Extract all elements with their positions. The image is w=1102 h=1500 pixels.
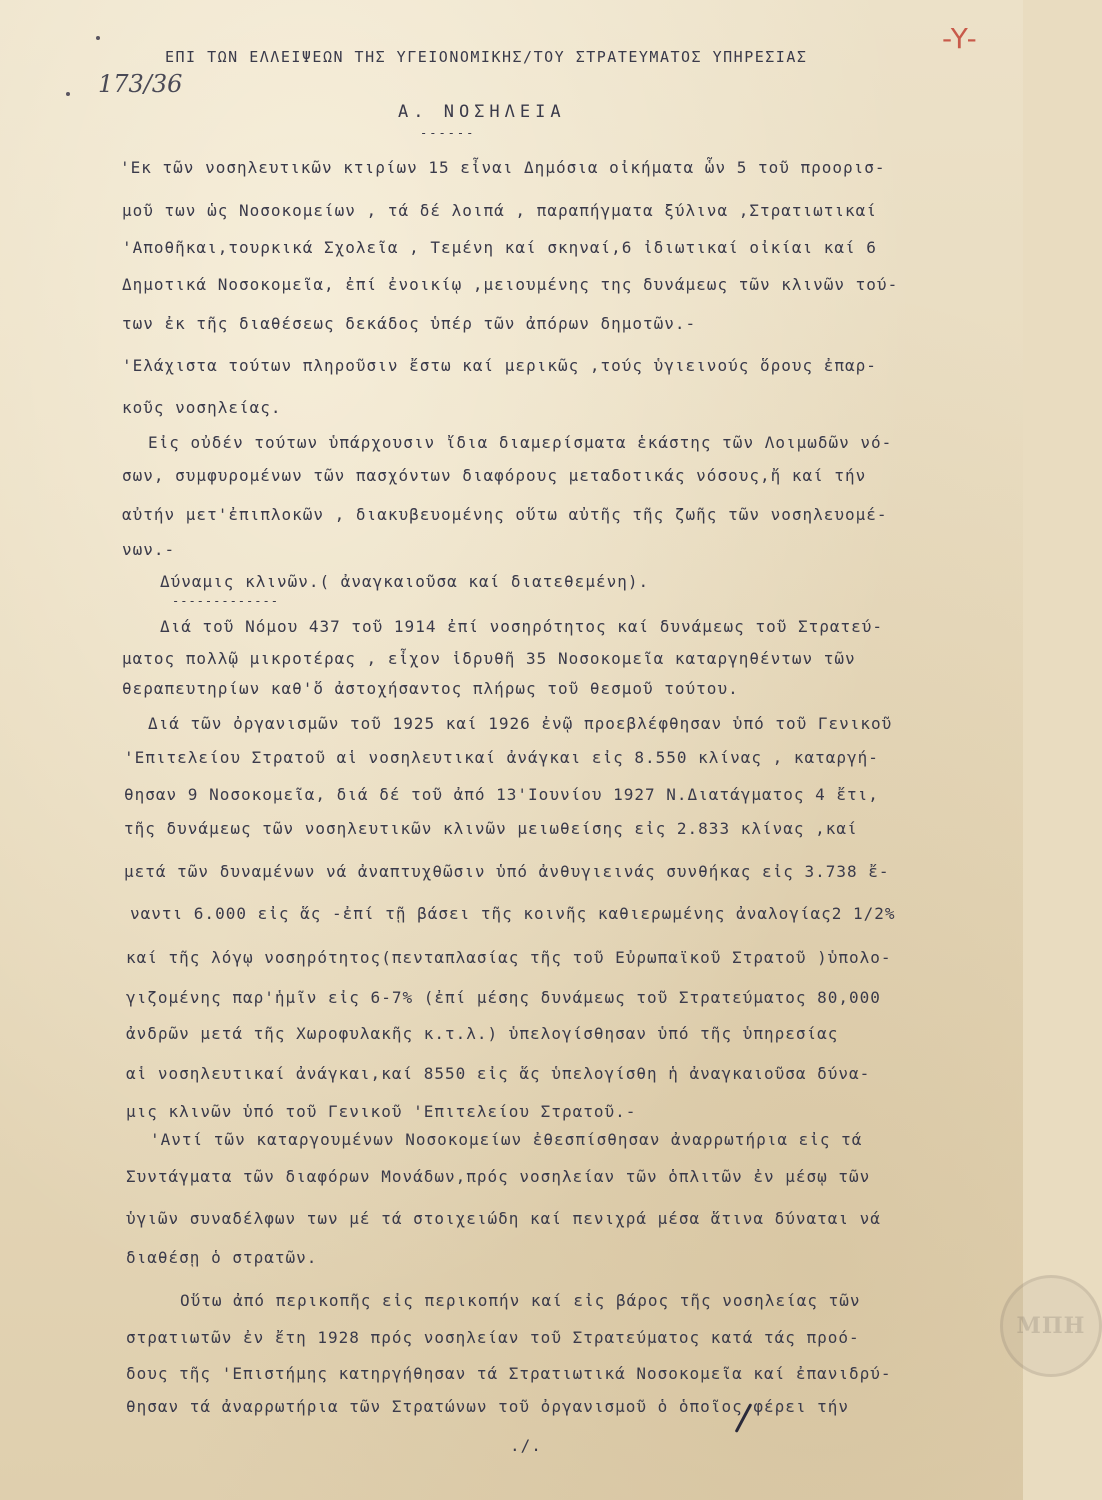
text-line: μετά τῶν δυναμένων νά ἀναπτυχθῶσιν ὑπό ἀνθυγιεινάς συνθήκας εἰς 3.738 ἔ- [124,862,890,881]
subheading-underline: ------------- [172,594,279,608]
text-line: δους τῆς 'Επιστήμης κατηργήθησαν τά Στρατιωτικά Νοσοκομεῖα καί ἐπανιδρύ- [126,1364,892,1383]
text-line: τῆς δυνάμεως τῶν νοσηλευτικῶν κλινῶν μειωθείσης εἰς 2.833 κλίνας ,καί [124,819,858,838]
handwritten-page-number: 173/36 [98,70,183,98]
text-line: ματος πολλῷ μικροτέρας , εἶχον ἱδρυθῆ 35 Νοσοκομεῖα καταργηθέντων τῶν [122,649,856,668]
archive-stamp: ΜΠΗ [1000,1275,1102,1377]
text-line: 'Εκ τῶν νοσηλευτικῶν κτιρίων 15 εἶναι Δημόσια οἰκήματα ὧν 5 τοῦ προορισ- [120,158,886,177]
text-line: ὑγιῶν συναδέλφων των μέ τά στοιχειώδη καί πενιχρά μέσα ἅτινα δύναται νά [126,1209,881,1228]
document-heading: ΕΠΙ ΤΩΝ ΕΛΛΕΙΨΕΩΝ ΤΗΣ ΥΓΕΙΟΝΟΜΙΚΗΣ/ΤΟΥ ΣΤΡΑΤΕΥΜΑΤΟΣ ΥΠΗΡΕΣΙΑΣ [165,48,808,66]
text-line: μις κλινῶν ὑπό τοῦ Γενικοῦ 'Επιτελείου Στρατοῦ.- [126,1102,637,1121]
text-line: αἱ νοσηλευτικαί ἀνάγκαι,καί 8550 εἰς ἅς ὑπελογίσθη ἡ ἀναγκαιοῦσα δύνα- [126,1064,871,1083]
text-line: Εἰς οὐδέν τούτων ὑπάρχουσιν ἴδια διαμερίσματα ἑκάστης τῶν Λοιμωδῶν νό- [148,433,893,452]
text-line: μοῦ των ὡς Νοσοκομείων , τά δέ λοιπά , παραπήγματα ξύλινα ,Στρατιωτικαί [122,201,877,220]
text-line: Οὕτω ἀπό περικοπῆς εἰς περικοπήν καί εἰς βάρος τῆς νοσηλείας τῶν [180,1291,861,1310]
ink-speck [96,36,100,40]
text-line: καί τῆς λόγῳ νοσηρότητος(πενταπλασίας τῆς τοῦ Εὐρωπαϊκοῦ Στρατοῦ )ὑπολο- [126,948,892,967]
text-line: στρατιωτῶν ἐν ἔτη 1928 πρός νοσηλείαν τοῦ Στρατεύματος κατά τάς προό- [126,1328,860,1347]
text-line: κοῦς νοσηλείας. [122,398,282,417]
text-line: ἀνδρῶν μετά τῆς Χωροφυλακῆς κ.τ.λ.) ὑπελογίσθησαν ὑπό τῆς ὑπηρεσίας [126,1024,839,1043]
text-line: 'Αποθῆκαι,τουρκικά Σχολεῖα , Τεμένη καί σκηναί,6 ἰδιωτικαί οἰκίαι καί 6 [122,238,877,257]
text-line: 'Επιτελείου Στρατοῦ αἱ νοσηλευτικαί ἀνάγκαι εἰς 8.550 κλίνας , καταργή- [124,748,879,767]
text-line: θεραπευτηρίων καθ'ὅ ἀστοχήσαντος πλήρως τοῦ θεσμοῦ τούτου. [122,679,739,698]
text-line: σων, συμφυρομένων τῶν πασχόντων διαφόρους μεταδοτικάς νόσους,ἤ καί τήν [122,466,867,485]
text-line: των ἐκ τῆς διαθέσεως δεκάδος ὑπέρ τῶν ἀπόρων δημοτῶν.- [122,314,697,333]
text-line: 'Αντί τῶν καταργουμένων Νοσοκομείων ἐθεσπίσθησαν ἀναρρωτήρια εἰς τά [150,1130,863,1149]
text-line: θησαν τά ἀναρρωτήρια τῶν Στρατώνων τοῦ ὀργανισμοῦ ὁ ὁποῖος φέρει τήν [126,1397,850,1416]
text-line: Διά τῶν ὀργανισμῶν τοῦ 1925 καί 1926 ἐνῷ προεβλέφθησαν ὑπό τοῦ Γενικοῦ [148,714,893,733]
text-line: θησαν 9 Νοσοκομεῖα, διά δέ τοῦ ἀπό 13'Ιουνίου 1927 Ν.Διατάγματος 4 ἔτι, [124,785,879,804]
text-line: διαθέσῃ ὁ στρατῶν. [126,1248,318,1267]
text-line: αὐτήν μετ'ἐπιπλοκῶν , διακυβευομένης οὕτω αὐτῆς τῆς ζωῆς τῶν νοσηλευομέ- [122,505,888,524]
text-line: Δημοτικά Νοσοκομεῖα, ἐπί ἐνοικίῳ ,μειουμένης της δυνάμεως τῶν κλινῶν τού- [122,275,899,294]
page-continuation-marker: ./. [510,1436,542,1455]
text-line: ναντι 6.000 εἰς ἅς -ἐπί τῇ βάσει τῆς κοινῆς καθιερωμένης ἀναλογίας2 1/2% [130,904,896,923]
subheading-line: Δύναμις κλινῶν.( ἀναγκαιοῦσα καί διατεθεμένη). [160,572,650,591]
text-line: νων.- [122,540,176,559]
text-line: Διά τοῦ Νόμου 437 τοῦ 1914 ἐπί νοσηρότητος καί δυνάμεως τοῦ Στρατεύ- [160,617,884,636]
section-title-underline: ------ [420,126,476,140]
section-title: Α. ΝΟΣΗΛΕΙΑ [398,102,566,122]
ink-speck [66,92,70,96]
text-line: γιζομένης παρ'ἡμῖν εἰς 6-7% (ἐπί μέσης δυνάμεως τοῦ Στρατεύματος 80,000 [126,988,881,1007]
corner-mark: -Y- [942,22,979,55]
text-line: Συντάγματα τῶν διαφόρων Μονάδων,πρός νοσηλείαν τῶν ὁπλιτῶν ἐν μέσῳ τῶν [126,1167,871,1186]
text-line: 'Ελάχιστα τούτων πληροῦσιν ἔστω καί μερικῶς ,τούς ὑγιεινούς ὅρους ἐπαρ- [122,356,877,375]
